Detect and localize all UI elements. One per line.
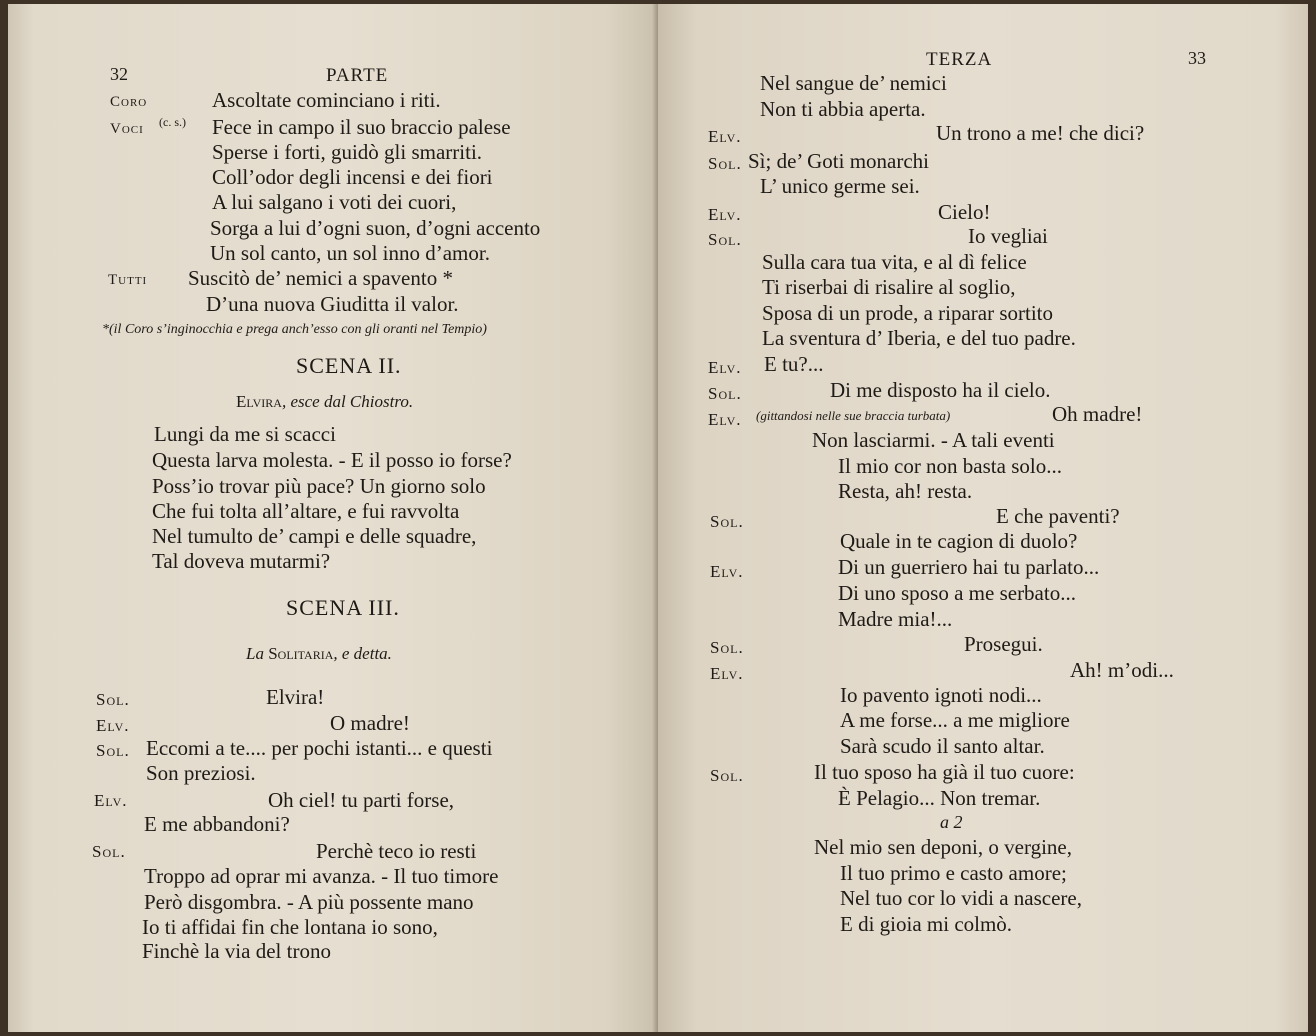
verse-line: Son preziosi. bbox=[146, 761, 256, 785]
verse-line: D’una nuova Giuditta il valor. bbox=[206, 292, 459, 316]
speaker-label: Sol. bbox=[710, 638, 744, 657]
verse-line: Resta, ah! resta. bbox=[838, 479, 973, 503]
verse-line: Di un guerriero hai tu parlato... bbox=[838, 555, 1100, 579]
verse-line: Sarà scudo il santo altar. bbox=[840, 734, 1045, 758]
verse-line: Io pavento ignoti nodi... bbox=[840, 683, 1042, 707]
verse-line: Non lasciarmi. - A tali eventi bbox=[812, 428, 1055, 452]
verse-line: Quale in te cagion di duolo? bbox=[840, 529, 1078, 553]
verse-line: Di uno sposo a me serbato... bbox=[838, 581, 1076, 605]
verse-line: Nel mio sen deponi, o vergine, bbox=[814, 835, 1072, 859]
verse-line: Un sol canto, un sol inno d’amor. bbox=[210, 241, 490, 265]
verse-line: Il tuo primo e casto amore; bbox=[840, 861, 1067, 885]
verse-line: A lui salgano i voti dei cuori, bbox=[212, 190, 457, 214]
verse-line: Il mio cor non basta solo... bbox=[838, 454, 1062, 478]
verse-line: Sorga a lui d’ogni suon, d’ogni accento bbox=[210, 216, 541, 240]
verse-line: Ah! m’odi... bbox=[1070, 658, 1174, 682]
verse-line: Il tuo sposo ha già il tuo cuore: bbox=[814, 760, 1075, 784]
left-page bbox=[8, 4, 658, 1032]
speaker-label: Voci bbox=[110, 121, 144, 137]
verse-line: Non ti abbia aperta. bbox=[760, 97, 926, 121]
stage-note: (c. s.) bbox=[159, 115, 186, 129]
direction-text: , e detta. bbox=[333, 644, 392, 663]
stage-note: (gittandosi nelle sue braccia turbata) bbox=[756, 408, 951, 423]
verse-line: Sperse i forti, guidò gli smarriti. bbox=[212, 140, 483, 164]
verse-line: Perchè teco io resti bbox=[316, 839, 477, 863]
speaker-label: Sol. bbox=[708, 154, 742, 173]
verse-line: Sulla cara tua vita, e al dì felice bbox=[762, 250, 1027, 274]
verse-line: A me forse... a me migliore bbox=[840, 708, 1070, 732]
verse-line: Elvira! bbox=[266, 685, 325, 709]
ensemble-marker: a 2 bbox=[940, 812, 963, 832]
speaker-label: Sol. bbox=[96, 741, 130, 760]
speaker-label: Elv. bbox=[708, 127, 742, 146]
verse-line: Nel tumulto de’ campi e delle squadre, bbox=[152, 524, 477, 548]
speaker-label: Elv. bbox=[96, 716, 130, 735]
speaker-label: Sol. bbox=[708, 384, 742, 403]
verse-line: Ti riserbai di risalire al soglio, bbox=[762, 275, 1016, 299]
verse-line: Nel sangue de’ nemici bbox=[760, 71, 947, 95]
verse-line: Però disgombra. - A più possente mano bbox=[144, 890, 474, 914]
verse-line: È Pelagio... Non tremar. bbox=[838, 786, 1041, 810]
verse-line: Oh madre! bbox=[1052, 402, 1143, 426]
verse-line: Io ti affidai fin che lontana io sono, bbox=[142, 915, 438, 939]
page-number: 33 bbox=[1188, 48, 1206, 68]
verse-line: Che fui tolta all’altare, e fui ravvolta bbox=[152, 499, 460, 523]
speaker-label: Elv. bbox=[710, 664, 744, 683]
direction-text: La bbox=[246, 644, 264, 663]
verse-line: Di me disposto ha il cielo. bbox=[830, 378, 1051, 402]
scene-title: SCENA III. bbox=[286, 595, 400, 620]
speaker-label: Elv. bbox=[710, 562, 744, 581]
verse-line: Suscitò de’ nemici a spavento * bbox=[188, 266, 453, 290]
verse-line: Eccomi a te.... per pochi istanti... e questi bbox=[146, 736, 493, 760]
speaker-label: Sol. bbox=[710, 766, 744, 785]
page-number: 32 bbox=[110, 64, 128, 84]
verse-line: Sì; de’ Goti monarchi bbox=[748, 149, 929, 173]
speaker-label: Sol. bbox=[710, 512, 744, 531]
running-head: TERZA bbox=[926, 49, 993, 70]
verse-line: Tal doveva mutarmi? bbox=[152, 549, 331, 573]
verse-line: Un trono a me! che dici? bbox=[936, 121, 1145, 145]
verse-line: E di gioia mi colmò. bbox=[840, 912, 1013, 936]
verse-line: O madre! bbox=[330, 711, 410, 735]
character-name: Solitaria bbox=[268, 644, 334, 663]
verse-line: Poss’io trovar più pace? Un giorno solo bbox=[152, 474, 486, 498]
verse-line: L’ unico germe sei. bbox=[760, 174, 920, 198]
verse-line: Lungi da me si scacci bbox=[154, 422, 336, 446]
verse-line: Finchè la via del trono bbox=[142, 939, 331, 963]
verse-line: E tu?... bbox=[764, 352, 824, 376]
verse-line: Ascoltate cominciano i riti. bbox=[212, 88, 441, 112]
verse-line: Sposa di un prode, a riparar sortito bbox=[762, 301, 1054, 325]
stage-direction bbox=[236, 390, 413, 414]
verse-line: E che paventi? bbox=[996, 504, 1120, 528]
verse-line: Fece in campo il suo braccio palese bbox=[212, 115, 511, 139]
verse-line: Io vegliai bbox=[968, 224, 1048, 248]
footnote: *(il Coro s’inginocchia e prega anch’esso con gli oranti nel Tempio) bbox=[102, 322, 487, 337]
stage-direction bbox=[246, 642, 392, 666]
speaker-label: Coro bbox=[110, 94, 148, 110]
verse-line: Prosegui. bbox=[964, 632, 1043, 656]
direction-text: , esce dal Chiostro. bbox=[281, 392, 414, 411]
speaker-label: Tutti bbox=[108, 272, 148, 288]
right-page bbox=[658, 4, 1308, 1032]
speaker-label: Elv. bbox=[94, 791, 128, 810]
verse-line: La sventura d’ Iberia, e del tuo padre. bbox=[762, 326, 1076, 350]
running-head: PARTE bbox=[326, 65, 389, 86]
speaker-label: Sol. bbox=[708, 230, 742, 249]
speaker-label: Sol. bbox=[92, 842, 126, 861]
verse-line: Oh ciel! tu parti forse, bbox=[268, 788, 455, 812]
verse-line: Cielo! bbox=[938, 200, 991, 224]
verse-line: Madre mia!... bbox=[838, 607, 953, 631]
speaker-label: Elv. bbox=[708, 358, 742, 377]
speaker-label: Sol. bbox=[96, 690, 130, 709]
verse-line: E me abbandoni? bbox=[144, 812, 290, 836]
speaker-label: Elv. bbox=[708, 410, 742, 429]
scene-title: SCENA II. bbox=[296, 353, 402, 378]
speaker-label: Elv. bbox=[708, 205, 742, 224]
verse-line: Coll’odor degli incensi e dei fiori bbox=[212, 165, 493, 189]
verse-line: Nel tuo cor lo vidi a nascere, bbox=[840, 886, 1082, 910]
character-name: Elvira bbox=[236, 392, 282, 411]
verse-line: Troppo ad oprar mi avanza. - Il tuo timore bbox=[144, 864, 499, 888]
verse-line: Questa larva molesta. - E il posso io forse? bbox=[152, 448, 512, 472]
